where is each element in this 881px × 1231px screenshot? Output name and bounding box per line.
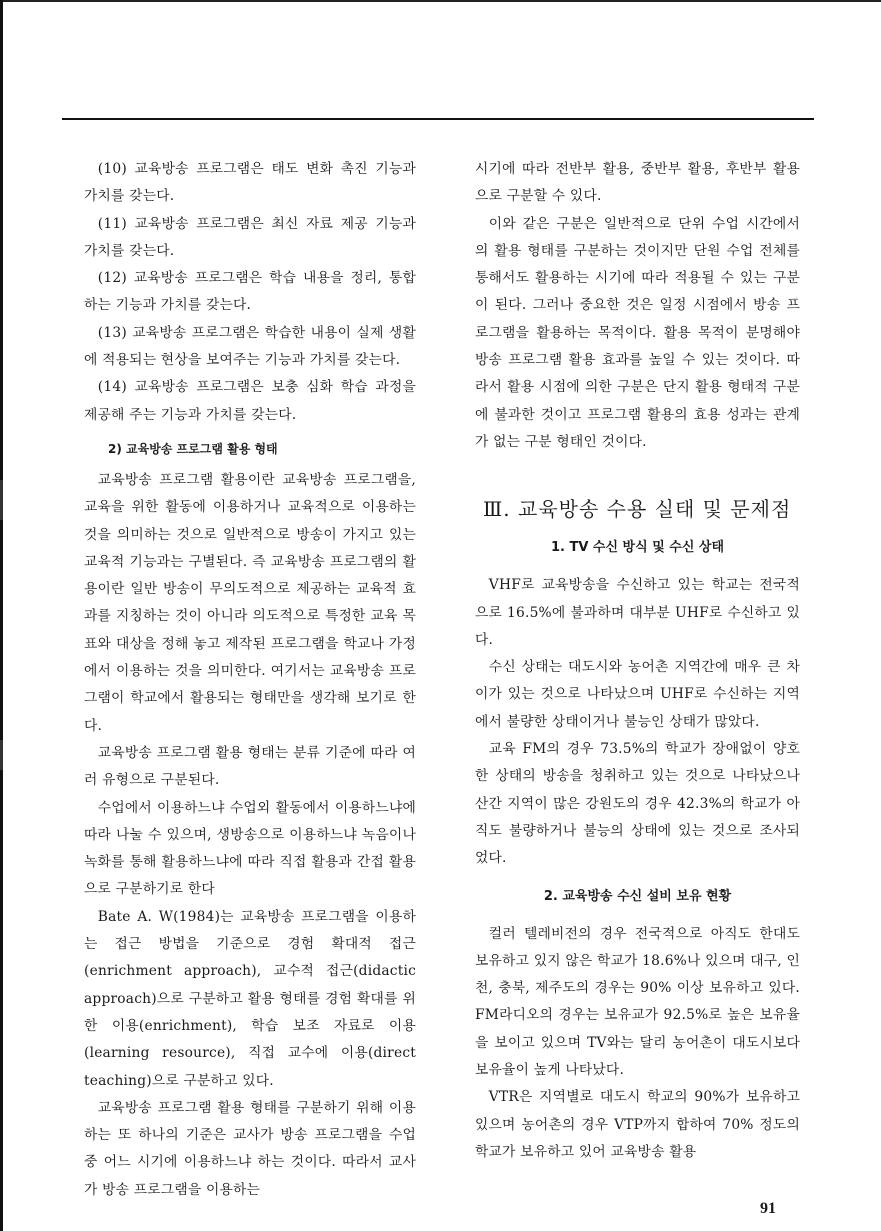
subheading-equipment: 2. 교육방송 수신 설비 보유 현황 xyxy=(543,888,732,904)
subheading-usage-forms: 2) 교육방송 프로그램 활용 형태 xyxy=(108,441,278,456)
paragraph-bate: Bate A. W(1984)는 교육방송 프로그램을 이용하는 접근 방법을 기준으로 경험 확대적 접근(enrichment approach), 교수적 접근(didactic approach)으로 구분하고 활용 형태를 경험 확대를 위한 이용(enrichment), 학습 보조 자료로 이용(learning resource), 직접 교수에 이용(direct teaching)으로 구분하고 있다. xyxy=(84,908,416,1089)
paragraph-vtr: VTR은 지역별로 대도시 학교의 90%가 보유하고 있으며 농어촌의 경우 VTP까지 합하여 70% 정도의 학교가 보유하고 있어 교육방송 활용 xyxy=(475,1089,800,1160)
scan-margin-mark xyxy=(0,740,3,770)
page-left-edge xyxy=(0,0,3,1231)
paragraph-item-12: (12) 교육방송 프로그램은 학습 내용을 정리, 통합하는 기능과 가치를 갖는다. xyxy=(84,270,416,314)
paragraph-item-10: (10) 교육방송 프로그램은 태도 변화 촉진 기능과 가치를 갖는다. xyxy=(84,161,416,205)
paragraph-timing: 교육방송 프로그램 활용 형태를 구분하기 위해 이용하는 또 하나의 기준은 교사가 방송 프로그램을 수업 중 어느 시기에 이용하느냐 하는 것이다. 따라서 교사가 방송 프로그램을 이용하는 xyxy=(84,1099,416,1198)
paragraph-classification: 교육방송 프로그램 활용 형태는 분류 기준에 따라 여러 유형으로 구분된다. xyxy=(84,744,416,789)
paragraph-color-tv: 컬러 텔레비전의 경우 전국적으로 아직도 한대도 보유하고 있지 않은 학교가 18.6%나 있으며 대구, 인천, 충북, 제주도의 경우는 90% 이상 보유하고 있다. FM라디오의 경우는 보유교가 92.5%로 높은 보유율을 보이고 있으며 TV와는 달리 농어촌이 대도시보다 보유율이 높게 나타났다. xyxy=(475,925,801,1079)
paragraph-item-11: (11) 교육방송 프로그램은 최신 자료 제공 기능과 가치를 갖는다. xyxy=(84,215,416,259)
paragraph-reception-state: 수신 상태는 대도시와 농어촌 지역간에 매우 큰 차이가 있는 것으로 나타났으며 UHF로 수신하는 지역에서 불량한 상태이거나 불능인 상태가 많았다. xyxy=(475,659,800,730)
paragraph-definition: 교육방송 프로그램 활용이란 교육방송 프로그램을, 교육을 위한 활동에 이용하거나 교육적으로 이용하는 것을 의미하는 것으로 일반적으로 방송이 가지고 있는 교육적 기능과는 구별된다. 즉 교육방송 프로그램의 활용이란 일반 방송이 무의도적으로 제공하는 교육적 효과를 지칭하는 것이 아니라 의도적으로 특정한 교육 목표와 대상을 정해 놓고 제작된 프로그램을 학교나 가정에서 이용하는 것을 의미한다. 여기서는 교육방송 프로그램이 학교에서 활용되는 형태만을 생각해 보기로 한다. xyxy=(84,471,416,734)
paragraph-fm: 교육 FM의 경우 73.5%의 학교가 장애없이 양호한 상태의 방송을 청취하고 있는 것으로 나타났으나 산간 지역이 많은 강원도의 경우 42.3%의 학교가 아직도 불량하거나 불능의 상태에 있는 것으로 조사되었다. xyxy=(475,741,800,867)
left-column xyxy=(84,156,416,1204)
paragraph-purpose: 이와 같은 구분은 일반적으로 단위 수업 시간에서의 활용 형태를 구분하는 것이지만 단원 수업 전체를 통해서도 활용하는 시기에 따라 적용될 수 있는 구분이 된다. 그러나 중요한 것은 일정 시점에서 방송 프로그램을 활용하는 목적이다. 활용 목적이 분명해야 방송 프로그램 활용 효과를 높일 수 있는 것이다. 따라서 활용 시점에 의한 구분은 단지 활용 형태적 구분에 불과한 것이고 프로그램 활용의 효용 성과는 관계가 없는 구분 형태인 것이다. xyxy=(475,215,800,450)
paragraph-direct-indirect: 수업에서 이용하느냐 수업외 활동에서 이용하느냐에 따라 나눌 수 있으며, 생방송으로 이용하느냐 녹음이나 녹화를 통해 활용하느냐에 따라 직접 활용과 간접 활용으로 구분하기로 한다 xyxy=(84,799,416,898)
right-column xyxy=(475,156,800,1166)
paragraph-item-13: (13) 교육방송 프로그램은 학습한 내용이 실제 생활에 적용되는 현상을 보여주는 기능과 가치를 갖는다. xyxy=(84,324,416,369)
scan-margin-mark xyxy=(0,480,3,520)
paragraph-item-14: (14) 교육방송 프로그램은 보충 심화 학습 과정을 제공해 주는 기능과 가치를 갖는다. xyxy=(84,379,416,423)
paragraph-vhf: VHF로 교육방송을 수신하고 있는 학교는 전국적으로 16.5%에 불과하며 대부분 UHF로 수신하고 있다. xyxy=(475,577,800,648)
page-top-edge xyxy=(0,0,881,2)
subheading-tv-reception: 1. TV 수신 방식 및 수신 상태 xyxy=(550,540,725,556)
header-rule xyxy=(62,118,814,120)
page-number: 91 xyxy=(760,1200,776,1217)
paragraph-continued: 시기에 따라 전반부 활용, 중반부 활용, 후반부 활용으로 구분할 수 있다. xyxy=(475,161,800,205)
section-title: Ⅲ. 교육방송 수용 실태 및 문제점 xyxy=(483,497,792,522)
